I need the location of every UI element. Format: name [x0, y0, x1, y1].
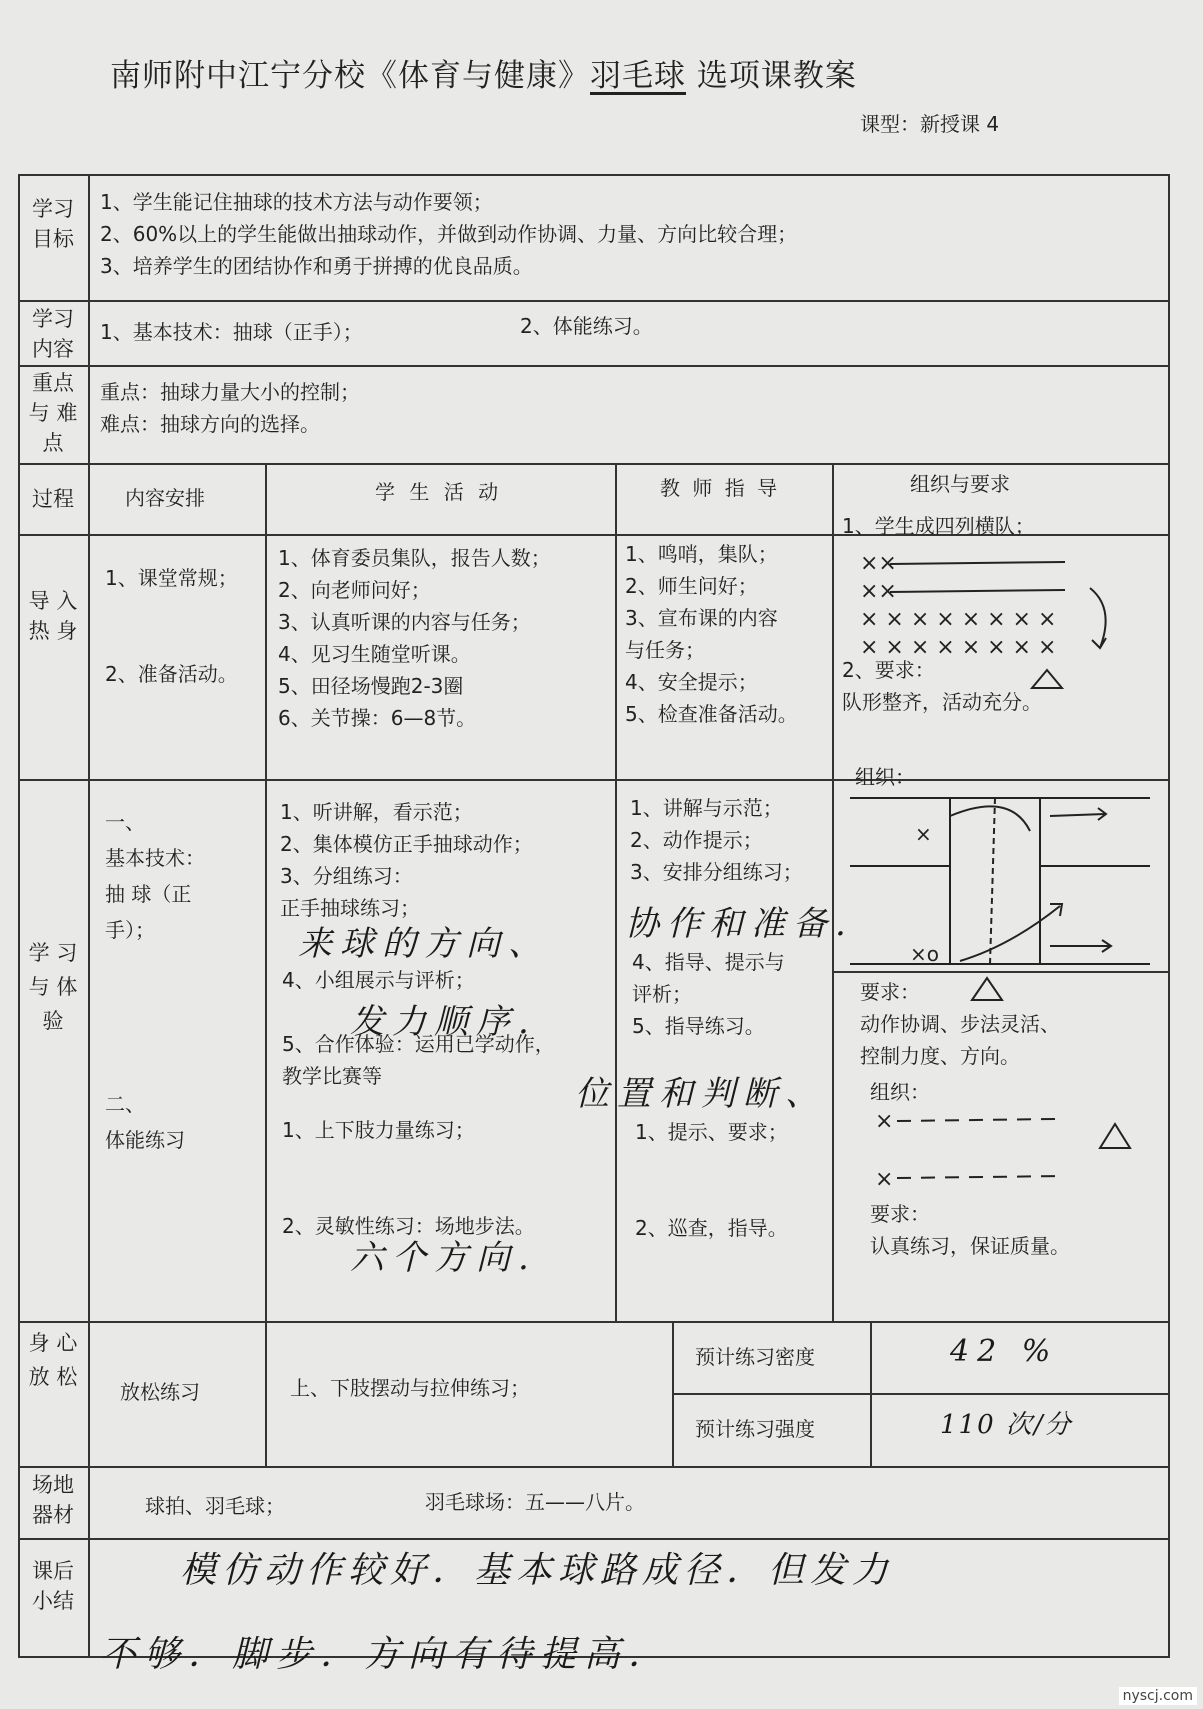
svg-text:××: ××	[860, 579, 897, 604]
svg-text:×: ×	[875, 1109, 894, 1134]
svg-text:× × × × × × × ×: × × × × × × × ×	[860, 635, 1057, 660]
divider	[870, 1321, 872, 1466]
divider	[20, 779, 1170, 781]
density-value: 42 %	[950, 1334, 1059, 1369]
handwritten-note: 位置和判断、	[575, 1074, 827, 1114]
study-student-1: 1、听讲解，看示范； 2、集体模仿正手抽球动作； 3、分组练习： 正手抽球练习；	[280, 800, 533, 920]
divider	[20, 300, 1170, 302]
formation-diagram	[860, 548, 1140, 668]
divider	[20, 463, 1170, 465]
teacher-triangle-icon	[970, 976, 1004, 1002]
study-arrangement-1: 一、 基本技术： 抽 球（正 手）；	[105, 810, 205, 942]
divider	[832, 463, 834, 1321]
study-org-1: 组织：	[855, 765, 915, 789]
header-org: 组织与要求	[910, 472, 1010, 496]
content-item-1: 1、基本技术：抽球（正手）；	[100, 320, 363, 344]
summary-handwriting-line-2: 不够．脚步．方向有待提高．	[100, 1634, 673, 1675]
summary-label: 课后 小结	[32, 1559, 74, 1613]
svg-text:×: ×	[915, 822, 932, 846]
study-org-requirements-1: 要求： 动作协调、步法灵活、 控制力度、方向。	[860, 980, 1060, 1068]
density-label: 预计练习密度	[695, 1345, 815, 1369]
title-prefix: 南师附中江宁分校《体育与健康》	[110, 58, 590, 94]
divider	[20, 1321, 1170, 1323]
warmup-org-title: 1、学生成四列横队；	[842, 514, 1035, 538]
svg-text:×o: ×o	[910, 942, 939, 966]
study-student-3: 5、合作体验：运用已学动作， 教学比赛等	[282, 1032, 555, 1088]
warmup-arrangement: 1、课堂常规； 2、准备活动。	[105, 566, 238, 686]
study-label: 学 习 与 体 验	[28, 941, 78, 1033]
line-formation-diagram	[875, 1106, 1145, 1196]
study-student-2: 4、小组展示与评析；	[282, 968, 475, 992]
divider	[672, 1393, 1170, 1395]
divider	[20, 365, 1170, 367]
goals-label: 学习 目标	[32, 197, 74, 251]
warmup-teacher: 1、鸣哨，集队； 2、师生问好； 3、宣布课的内容 与任务； 4、安全提示； 5、检查准备活动。	[625, 542, 798, 726]
study-teacher-3: 1、提示、要求； 2、巡查，指导。	[635, 1120, 788, 1240]
page-title	[110, 50, 857, 95]
cooldown-student: 上、下肢摆动与拉伸练习；	[290, 1376, 530, 1400]
divider	[615, 463, 617, 1321]
key-label: 重点 与 难点	[28, 371, 78, 455]
cooldown-label: 身 心 放 松	[28, 1331, 78, 1389]
divider	[832, 971, 1170, 973]
title-suffix: 选项课教案	[686, 58, 857, 94]
warmup-student: 1、体育委员集队，报告人数； 2、向老师问好； 3、认真听课的内容与任务； 4、见习生随堂听课。 5、田径场慢跑2-3圈 6、关节操：6—8节。	[278, 546, 551, 730]
handwritten-note: 发力顺序.	[350, 1002, 537, 1042]
course-type: 课型：新授课 4	[860, 112, 1000, 136]
warmup-org-requirements: 2、要求： 队形整齐，活动充分。	[842, 658, 1042, 714]
handwritten-note: 来球的方向、	[298, 924, 550, 964]
study-teacher-1: 1、讲解与示范； 2、动作提示； 3、安排分组练习；	[630, 796, 803, 884]
watermark: nyscj.com	[1119, 1687, 1197, 1705]
header-process: 过程	[32, 487, 74, 511]
svg-text:×: ×	[875, 1167, 894, 1192]
cooldown-arrangement: 放松练习	[120, 1380, 200, 1404]
svg-text:××: ××	[860, 551, 897, 576]
divider	[672, 1321, 674, 1466]
intensity-label: 预计练习强度	[695, 1417, 815, 1441]
study-org-requirements-2: 要求： 认真练习，保证质量。	[870, 1202, 1070, 1258]
goals-text: 1、学生能记住抽球的技术方法与动作要领； 2、60%以上的学生能做出抽球动作，并做到动作协调、力量、方向比较合理； 3、培养学生的团结协作和勇于拼搏的优良品质。	[100, 190, 798, 278]
title-sport: 羽毛球	[590, 58, 686, 94]
equipment-label: 场地 器材	[32, 1473, 74, 1527]
lesson-plan-table	[18, 174, 1170, 1658]
divider	[265, 463, 267, 1466]
study-arrangement-2: 二、 体能练习	[105, 1092, 185, 1152]
divider	[20, 1538, 1170, 1540]
teacher-triangle-icon	[1030, 668, 1064, 690]
intensity-value: 110 次/分	[940, 1410, 1073, 1440]
content-label: 学习 内容	[32, 307, 74, 361]
study-teacher-2: 4、指导、提示与 评析； 5、指导练习。	[632, 950, 785, 1038]
handwritten-note: 六个方向.	[350, 1238, 537, 1278]
svg-text:× × × × × × × ×: × × × × × × × ×	[860, 607, 1057, 632]
key-text: 重点：抽球力量大小的控制； 难点：抽球方向的选择。	[100, 380, 360, 436]
study-student-4: 1、上下肢力量练习； 2、灵敏性练习：场地步法。	[282, 1118, 535, 1238]
study-org-2: 组织：	[870, 1080, 930, 1104]
handwritten-note: 协作和准备.	[625, 904, 854, 944]
divider	[88, 176, 90, 1658]
equipment-item-2: 羽毛球场：五——八片。	[425, 1490, 645, 1514]
court-diagram	[850, 796, 1150, 971]
summary-handwriting-line-1: 模仿动作较好．基本球路成径．但发力	[180, 1550, 895, 1591]
divider	[20, 1466, 1170, 1468]
content-item-2: 2、体能练习。	[520, 314, 653, 338]
header-teacher: 教 师 指 导	[660, 476, 781, 500]
header-arrangement: 内容安排	[125, 486, 205, 510]
warmup-label: 导 入 热 身	[28, 589, 78, 643]
header-student: 学 生 活 动	[375, 480, 503, 504]
equipment-item-1: 球拍、羽毛球；	[145, 1494, 285, 1518]
